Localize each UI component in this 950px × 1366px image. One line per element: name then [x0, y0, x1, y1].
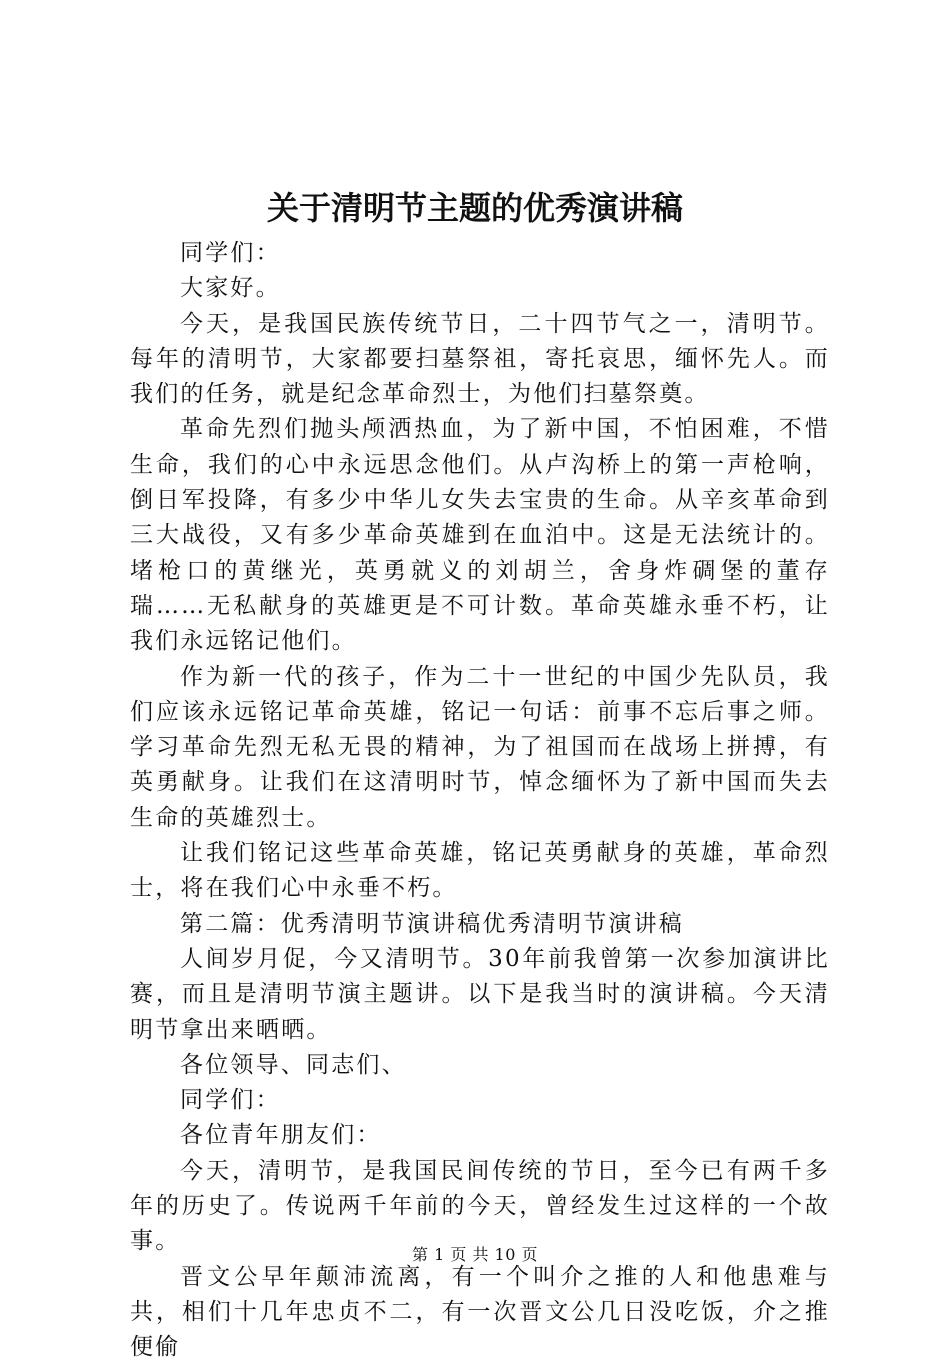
paragraph: 作为新一代的孩子，作为二十一世纪的中国少先队员，我们应该永远铭记革命英雄，铭记一句话：前事不忘后事之师。学习革命先烈无私无畏的精神，为了祖国而在战场上拼搏，有英勇献身。让我们在这清明时节，悼念缅怀为了新中国而失去生命的英雄烈士。: [130, 663, 830, 831]
paragraph: 各位青年朋友们：: [180, 1122, 382, 1149]
paragraph: 人间岁月促，今又清明节。30年前我曾第一次参加演讲比赛，而且是清明节演主题讲。以下是我当时的演讲稿。今天清明节拿出来晒晒。: [130, 945, 830, 1043]
paragraph: 今天，是我国民族传统节日，二十四节气之一，清明节。每年的清明节，大家都要扫墓祭祖，寄托哀思，缅怀先人。而我们的任务，就是纪念革命烈士，为他们扫墓祭奠。: [130, 310, 830, 408]
paragraph: 同学们：: [180, 240, 281, 266]
document-body: [130, 236, 830, 1366]
paragraph: 晋文公早年颠沛流离，有一个叫介之推的人和他患难与共，相们十几年忠贞不二，有一次晋文公几日没吃饭，介之推便偷: [130, 1263, 830, 1361]
paragraph: 让我们铭记这些革命英雄，铭记英勇献身的英雄，革命烈士，将在我们心中永垂不朽。: [130, 840, 830, 902]
section-heading: 第二篇：优秀清明节演讲稿优秀清明节演讲稿: [180, 910, 684, 937]
page-number-footer: 第 1 页 共 10 页: [412, 1245, 538, 1264]
paragraph: 今天，清明节，是我国民间传统的节日，至今已有两千多年的历史了。传说两千年前的今天，曾经发生过这样的一个故事。: [130, 1157, 830, 1255]
document-title: 关于清明节主题的优秀演讲稿: [266, 189, 683, 227]
paragraph: 革命先烈们抛头颅洒热血，为了新中国，不怕困难，不惜生命，我们的心中永远思念他们。从卢沟桥上的第一声枪响，倒日军投降，有多少中华儿女失去宝贵的生命。从辛亥革命到三大战役，又有多少革命英雄到在血泊中。这是无法统计的。堵枪口的黄继光，英勇就义的刘胡兰，舍身炸碉堡的董存瑞……无私献身的英雄更是不可计数。革命英雄永垂不朽，让我们永远铭记他们。: [130, 416, 830, 655]
paragraph: 大家好。: [180, 275, 281, 302]
paragraph: 各位领导、同志们、: [180, 1051, 407, 1078]
paragraph: 同学们：: [180, 1087, 281, 1114]
